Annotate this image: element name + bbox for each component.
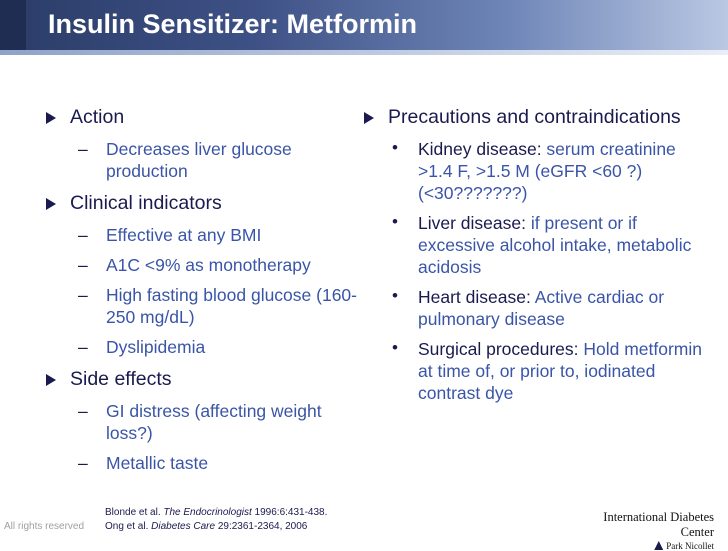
reference-journal: The Endocrinologist [163, 507, 252, 518]
bullet-precautions [362, 104, 712, 130]
bullet-label: Side effects [70, 368, 172, 390]
left-column [44, 104, 364, 482]
sub-item [44, 452, 364, 474]
bullet-arrow-icon [364, 112, 374, 124]
reference-authors: Blonde et al. [105, 507, 164, 518]
logo-main-text: International Diabetes Center [603, 510, 714, 539]
reference-1 [105, 506, 327, 520]
bullet-arrow-icon [46, 374, 56, 386]
reference-journal: Diabetes Care [151, 521, 216, 532]
dot-icon: • [392, 212, 398, 231]
title-underline [0, 50, 728, 55]
sub-item-text: Effective at any BMI [106, 225, 262, 245]
dash-icon: – [78, 285, 88, 305]
sub-item [44, 336, 364, 358]
bullet-label: Clinical indicators [70, 192, 222, 214]
bullet-label: Precautions and contraindications [388, 106, 681, 128]
slide-title: Insulin Sensitizer: Metformin [48, 9, 418, 39]
bullet-clinical-indicators [44, 190, 364, 216]
sub-item-text: Decreases liver glucose production [106, 139, 292, 181]
precaution-detail: serum creatinine >1.4 F, >1.5 M (eGFR <60 ?)(<30???????) [418, 139, 676, 203]
bullet-arrow-icon [46, 112, 56, 124]
sub-item-text: Dyslipidemia [106, 337, 206, 357]
precaution-head: Kidney disease: [418, 139, 542, 159]
dot-icon: • [392, 286, 398, 305]
reference-2 [105, 520, 327, 534]
bullet-label: Action [70, 106, 125, 128]
sub-item [44, 138, 364, 182]
sub-item-text: A1C <9% as monotherapy [106, 255, 311, 275]
references [105, 506, 327, 534]
sub-item-text: High fasting blood glucose (160-250 mg/dL) [106, 285, 357, 327]
reference-citation: 1996:6:431-438. [251, 507, 328, 518]
dash-icon: – [78, 337, 88, 357]
title-bar [0, 0, 728, 50]
sub-item [44, 400, 364, 444]
logo [574, 510, 714, 551]
sub-item-text: GI distress (affecting weight loss?) [106, 401, 322, 443]
precaution-item [362, 286, 712, 330]
bullet-action [44, 104, 364, 130]
title-stripe [0, 0, 26, 50]
bullet-arrow-icon [46, 198, 56, 210]
dot-icon: • [392, 138, 398, 157]
sub-item [44, 254, 364, 276]
dot-icon: • [392, 338, 398, 357]
precaution-detail: Hold metformin at time of, or prior to, iodinated contrast dye [418, 339, 703, 403]
reference-authors: Ong et al. [105, 521, 152, 532]
right-column [362, 104, 712, 412]
precaution-detail: Active cardiac or pulmonary disease [418, 287, 665, 329]
bullet-side-effects [44, 366, 364, 392]
precaution-item [362, 212, 712, 278]
dash-icon: – [78, 255, 88, 275]
dash-icon: – [78, 225, 88, 245]
sub-item [44, 284, 364, 328]
logo-sub-text: Park Nicollet [666, 541, 714, 551]
precaution-item [362, 138, 712, 204]
copyright-notice: All rights reserved [4, 521, 85, 532]
dash-icon: – [78, 139, 88, 159]
precaution-item [362, 338, 712, 404]
precaution-head: Surgical procedures: [418, 339, 579, 359]
precaution-head: Heart disease: [418, 287, 531, 307]
reference-citation: 29:2361-2364, 2006 [215, 521, 308, 532]
dash-icon: – [78, 453, 88, 473]
precaution-detail: if present or if excessive alcohol intake, metabolic acidosis [418, 213, 692, 277]
logo-sub [574, 541, 714, 551]
sub-item [44, 224, 364, 246]
sub-item-text: Metallic taste [106, 453, 209, 473]
dash-icon: – [78, 401, 88, 421]
precaution-head: Liver disease: [418, 213, 526, 233]
